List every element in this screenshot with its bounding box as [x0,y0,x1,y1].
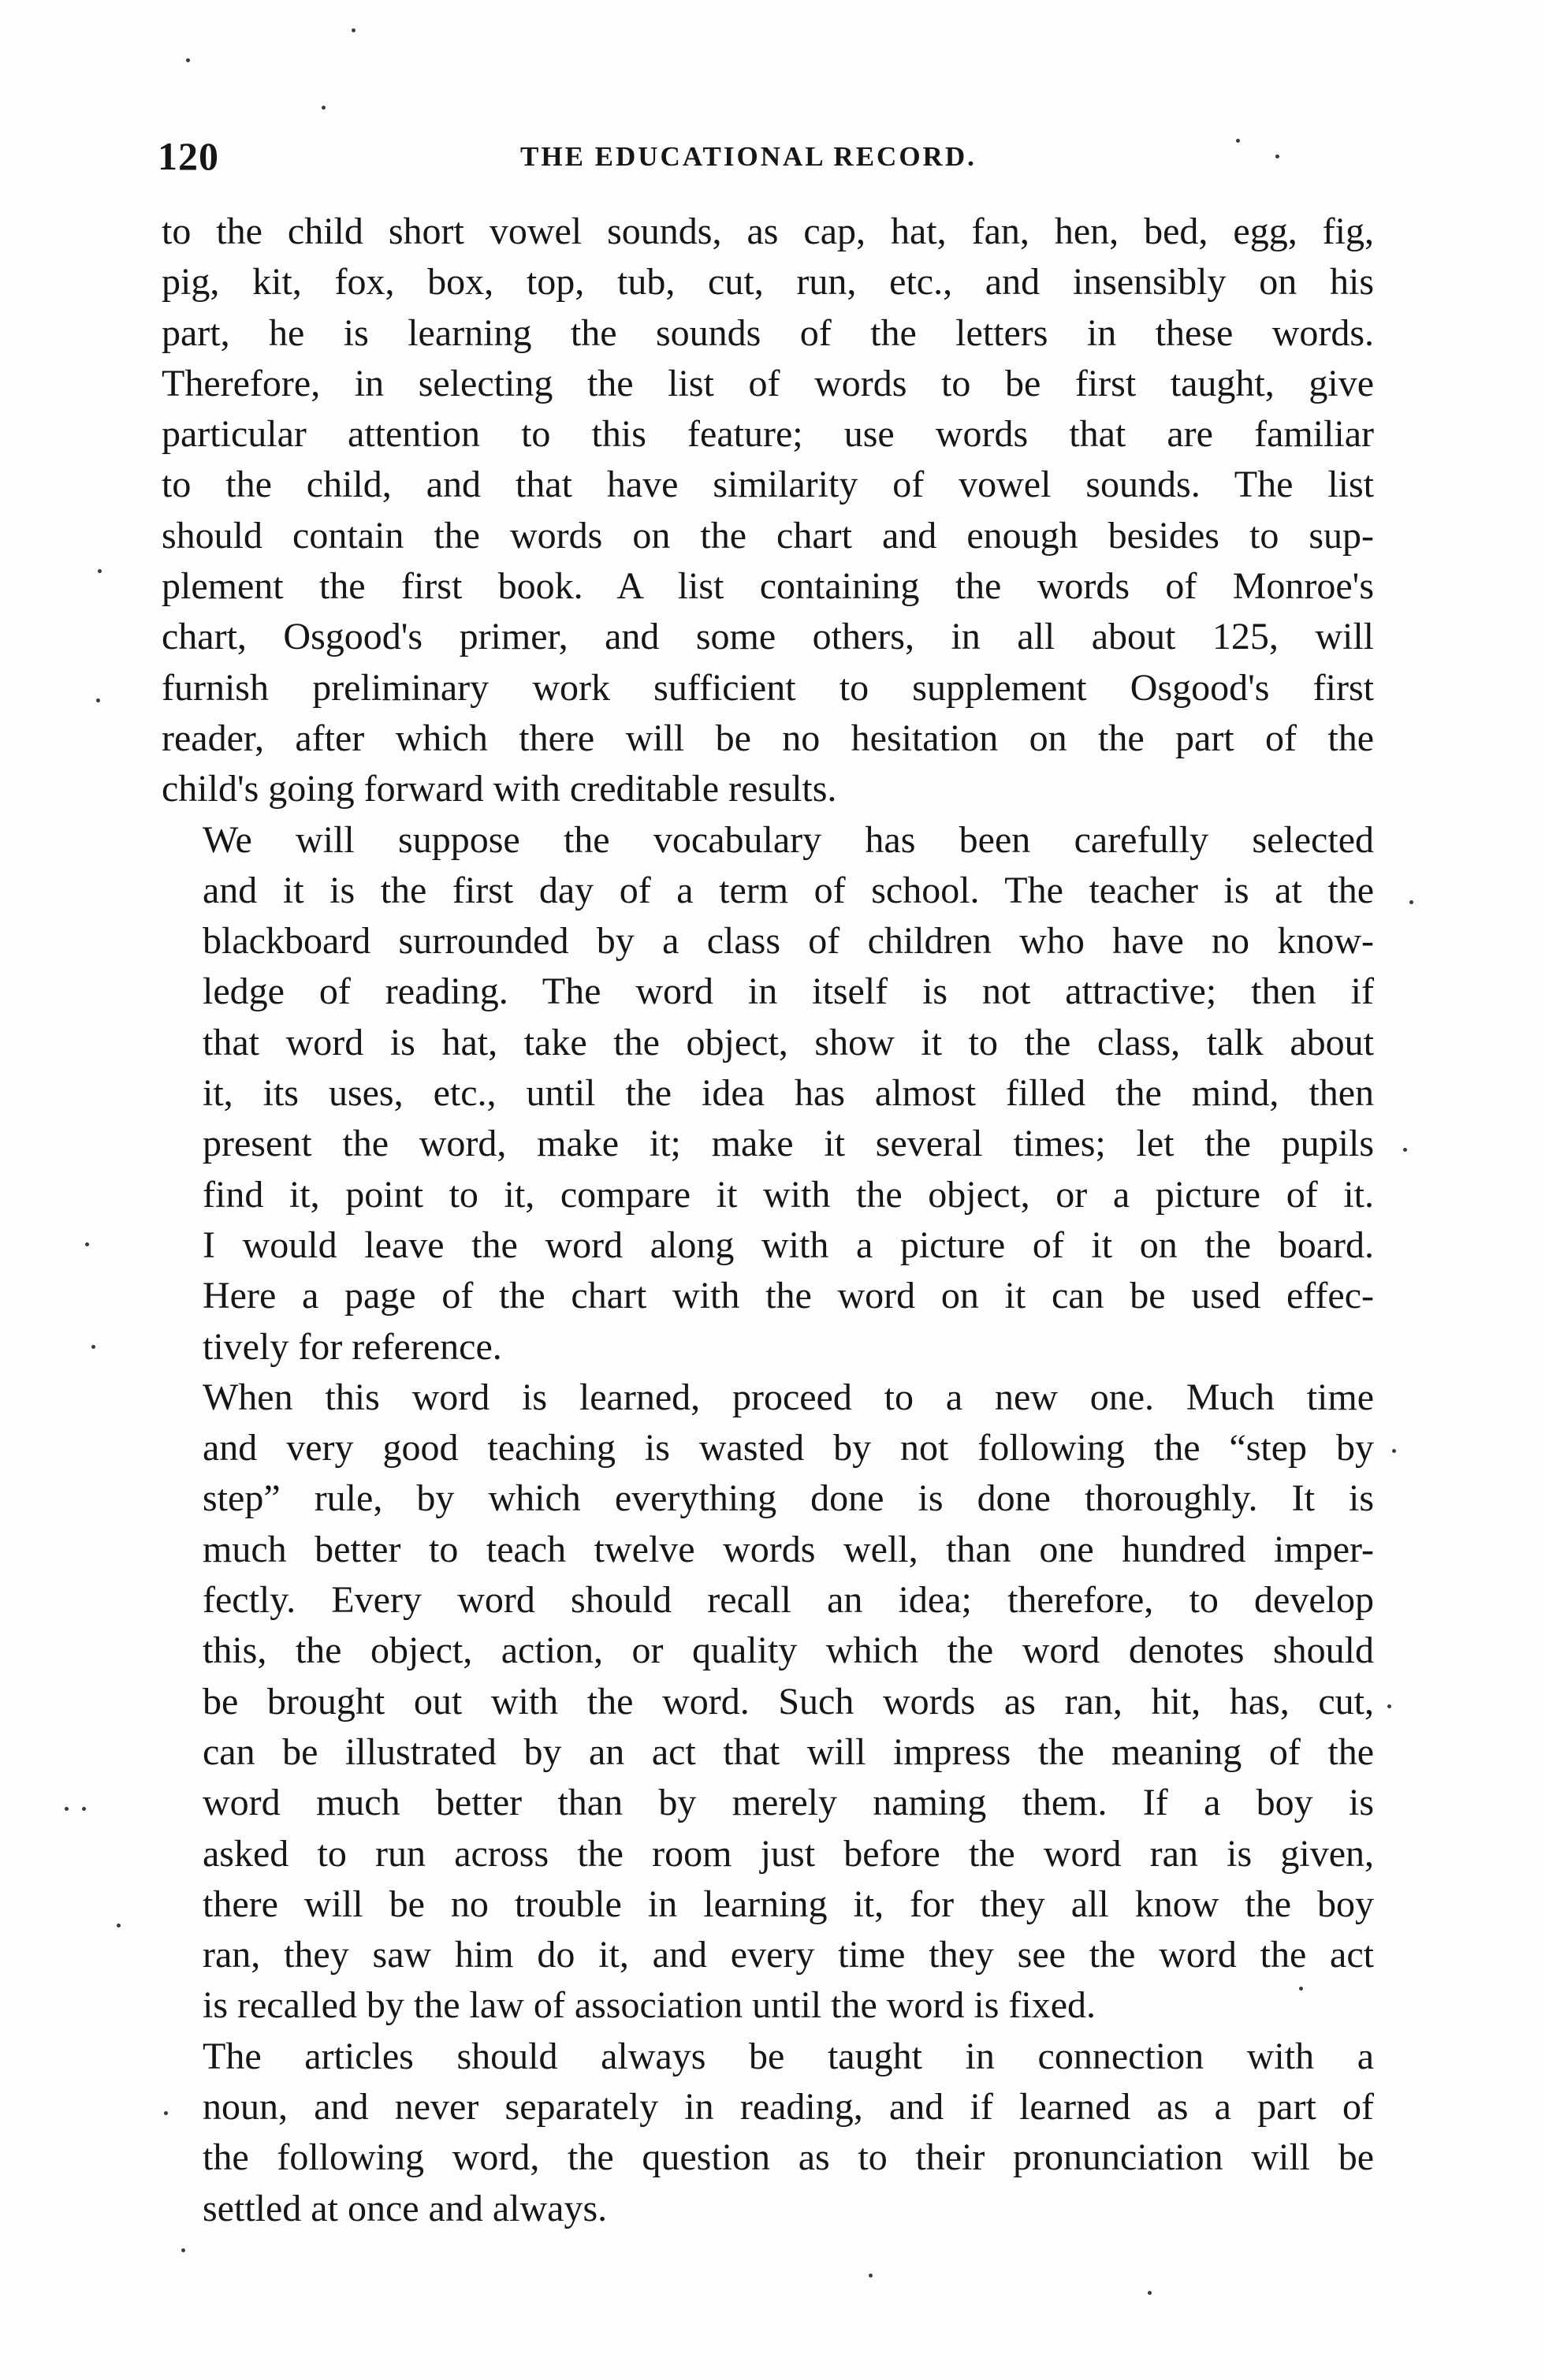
text-line: is recalled by the law of association until the word is fixed. [203,1984,1096,2027]
scan-speck [91,1345,95,1349]
text-line: noun, and never separately in reading, and if learned as a part of [203,2085,1374,2128]
scan-speck [96,698,100,702]
text-line: reader, after which there will be no hesitation on the part of the [162,717,1374,759]
text-line: fectly. Every word should recall an idea; therefore, to develop [203,1579,1374,1622]
text-line: to the child, and that have similarity of vowel sounds. The list [162,464,1374,506]
scan-speck [82,1807,86,1811]
text-line: be brought out with the word. Such words as ran, hit, has, cut, [203,1680,1374,1723]
text-line: ran, they saw him do it, and every time they see the word the act [203,1934,1374,1976]
scan-speck [1148,2291,1152,2295]
text-line: present the word, make it; make it several times; let the pupils [203,1123,1374,1165]
page-number: 120 [158,134,219,178]
text-line: chart, Osgood's primer, and some others, in all about 125, will [162,616,1374,658]
scan-speck [1387,1704,1391,1708]
text-line: this, the object, action, or quality which the word denotes should [203,1629,1374,1672]
text-line: ledge of reading. The word in itself is not attractive; then if [203,970,1374,1013]
scan-speck [1275,155,1279,158]
text-line: I would leave the word along with a picture of it on the board. [203,1224,1374,1266]
text-line: step” rule, by which everything done is done thoroughly. It is [203,1477,1374,1520]
scan-speck [186,58,190,62]
text-line: We will suppose the vocabulary has been carefully selected [203,818,1374,861]
text-line: word much better than by merely naming them. If a boy is [203,1782,1374,1824]
running-head: THE EDUCATIONAL RECORD. [520,141,977,172]
text-line: settled at once and always. [203,2187,608,2229]
paragraph [162,1373,1374,2032]
text-line: tively for reference. [203,1325,502,1368]
text-line: particular attention to this feature; use words that are familiar [162,413,1374,456]
text-line: child's going forward with creditable results. [162,768,837,810]
scan-speck [1236,139,1240,143]
paragraph [162,815,1374,1373]
text-line: pig, kit, fox, box, top, tub, cut, run, etc., and insensibly on his [162,261,1374,304]
scan-speck [1299,1987,1303,1991]
text-line: it, its uses, etc., until the idea has almost filled the mind, then [203,1072,1374,1115]
text-line: that word is hat, take the object, show it to the class, talk about [203,1021,1374,1063]
scan-speck [352,28,356,32]
scan-speck [98,569,102,573]
text-line: asked to run across the room just before the word ran is given, [203,1832,1374,1875]
text-line: much better to teach twelve words well, than one hundred imper- [203,1528,1374,1570]
article-body [162,207,1374,2234]
text-line: The articles should always be taught in connection with a [203,2035,1374,2077]
scan-speck [85,1242,89,1246]
scan-speck [1392,1449,1396,1453]
scan-speck [65,1807,69,1811]
text-line: blackboard surrounded by a class of children who have no know- [203,920,1374,963]
scan-speck [164,2111,168,2115]
text-line: the following word, the question as to their pronunciation will be [203,2136,1374,2179]
scan-speck [322,106,326,110]
scan-speck [117,1924,121,1927]
text-line: When this word is learned, proceed to a new one. Much time [203,1376,1374,1418]
text-line: furnish preliminary work sufficient to supplement Osgood's first [162,666,1374,709]
text-line: to the child short vowel sounds, as cap, hat, fan, hen, bed, egg, fig, [162,210,1374,252]
text-line: should contain the words on the chart and enough besides to sup- [162,514,1374,557]
paragraph [162,207,1374,815]
text-line: Here a page of the chart with the word on it can be used effec- [203,1275,1374,1317]
paragraph [162,2032,1374,2234]
text-line: can be illustrated by an act that will impress the meaning of the [203,1730,1374,1773]
scan-speck [1403,1148,1407,1152]
text-line: there will be no trouble in learning it, for they all know the boy [203,1883,1374,1925]
scan-speck [181,2248,185,2252]
scan-speck [1409,900,1413,904]
text-line: Therefore, in selecting the list of words to be first taught, give [162,362,1374,404]
text-line: and it is the first day of a term of school. The teacher is at the [203,869,1374,911]
text-line: find it, point to it, compare it with the object, or a picture of it. [203,1173,1374,1216]
text-line: plement the first book. A list containing the words of Monroe's [162,565,1374,608]
text-line: part, he is learning the sounds of the letters in these words. [162,311,1374,354]
scan-speck [869,2274,873,2278]
page-header [158,132,1387,180]
text-line: and very good teaching is wasted by not following the “step by [203,1427,1374,1469]
